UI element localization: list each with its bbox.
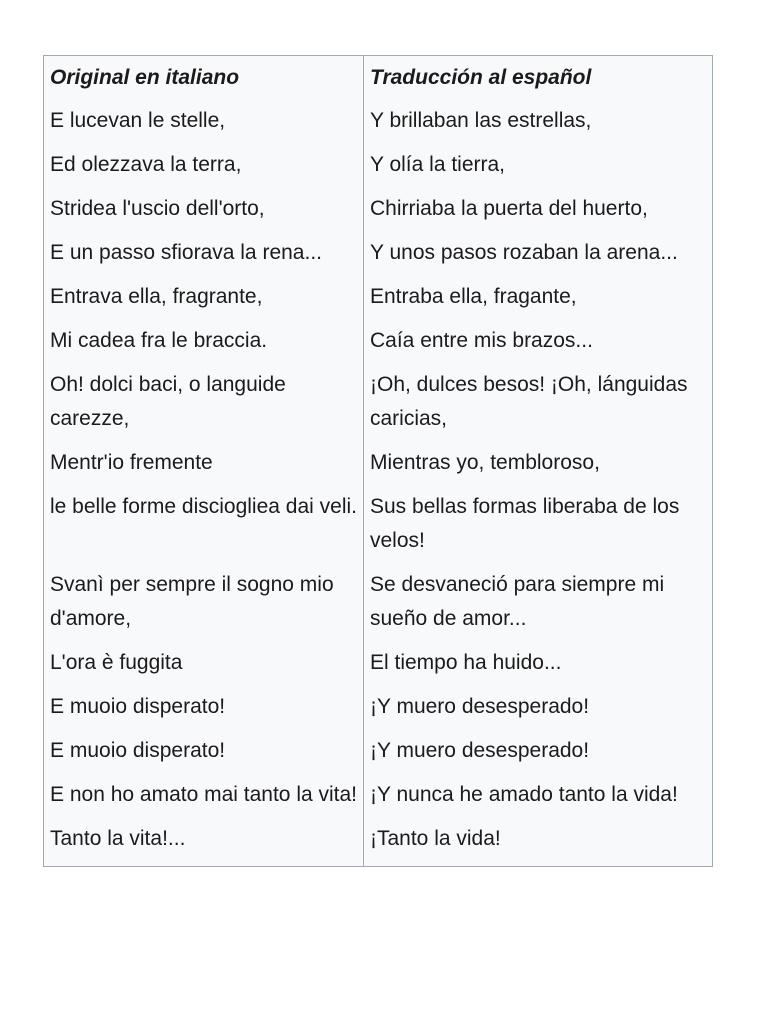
translated-line: ¡Tanto la vida! <box>370 827 501 850</box>
table-row <box>44 188 713 232</box>
translated-line: Caía entre mis brazos... <box>370 329 593 352</box>
original-line: L'ora è fuggita <box>44 642 364 686</box>
header-translation: Traducción al español <box>370 66 592 89</box>
original-line: Mentr'io fremente <box>44 442 364 486</box>
table-row <box>44 818 713 867</box>
original-line: Stridea l'uscio dell'orto, <box>44 188 364 232</box>
table-row <box>44 100 713 144</box>
original-line: Entrava ella, fragrante, <box>44 276 364 320</box>
original-line: Tanto la vita!... <box>44 818 364 867</box>
header-original: Original en italiano <box>44 56 364 101</box>
original-line: Oh! dolci baci, o languide carezze, <box>44 364 364 442</box>
table-row <box>44 564 713 642</box>
table-row <box>44 442 713 486</box>
original-line: E un passo sfiorava la rena... <box>44 232 364 276</box>
translated-line: Y unos pasos rozaban la arena... <box>370 241 678 264</box>
translated-line: Y brillaban las estrellas, <box>370 109 592 132</box>
translated-line: Y olía la tierra, <box>370 153 506 176</box>
translated-line: Mientras yo, tembloroso, <box>370 451 600 474</box>
table-row <box>44 730 713 774</box>
original-line: Mi cadea fra le braccia. <box>44 320 364 364</box>
translated-line: Se desvaneció para siempre mi sueño de amor... <box>370 573 665 630</box>
table-row <box>44 686 713 730</box>
translated-line: ¡Y muero desesperado! <box>370 739 590 762</box>
header-row <box>44 56 713 101</box>
lyrics-translation-table <box>43 55 713 867</box>
table-row <box>44 486 713 564</box>
table-row <box>44 320 713 364</box>
original-line: E non ho amato mai tanto la vita! <box>44 774 364 818</box>
original-line: E muoio disperato! <box>44 686 364 730</box>
original-line: Ed olezzava la terra, <box>44 144 364 188</box>
translated-line: Entraba ella, fragante, <box>370 285 577 308</box>
translated-line: Sus bellas formas liberaba de los velos! <box>370 495 680 552</box>
translated-line: ¡Oh, dulces besos! ¡Oh, lánguidas caricias, <box>370 373 688 430</box>
translated-line: ¡Y nunca he amado tanto la vida! <box>370 783 678 806</box>
original-line: Svanì per sempre il sogno mio d'amore, <box>44 564 364 642</box>
translated-line: El tiempo ha huido... <box>370 651 562 674</box>
original-line: E muoio disperato! <box>44 730 364 774</box>
table-row <box>44 232 713 276</box>
translated-line: ¡Y muero desesperado! <box>370 695 590 718</box>
original-line: E lucevan le stelle, <box>44 100 364 144</box>
table-row <box>44 276 713 320</box>
table-row <box>44 642 713 686</box>
table-row <box>44 364 713 442</box>
table-row <box>44 774 713 818</box>
translated-line: Chirriaba la puerta del huerto, <box>370 197 648 220</box>
original-line: le belle forme disciogliea dai veli. <box>44 486 364 564</box>
table-row <box>44 144 713 188</box>
